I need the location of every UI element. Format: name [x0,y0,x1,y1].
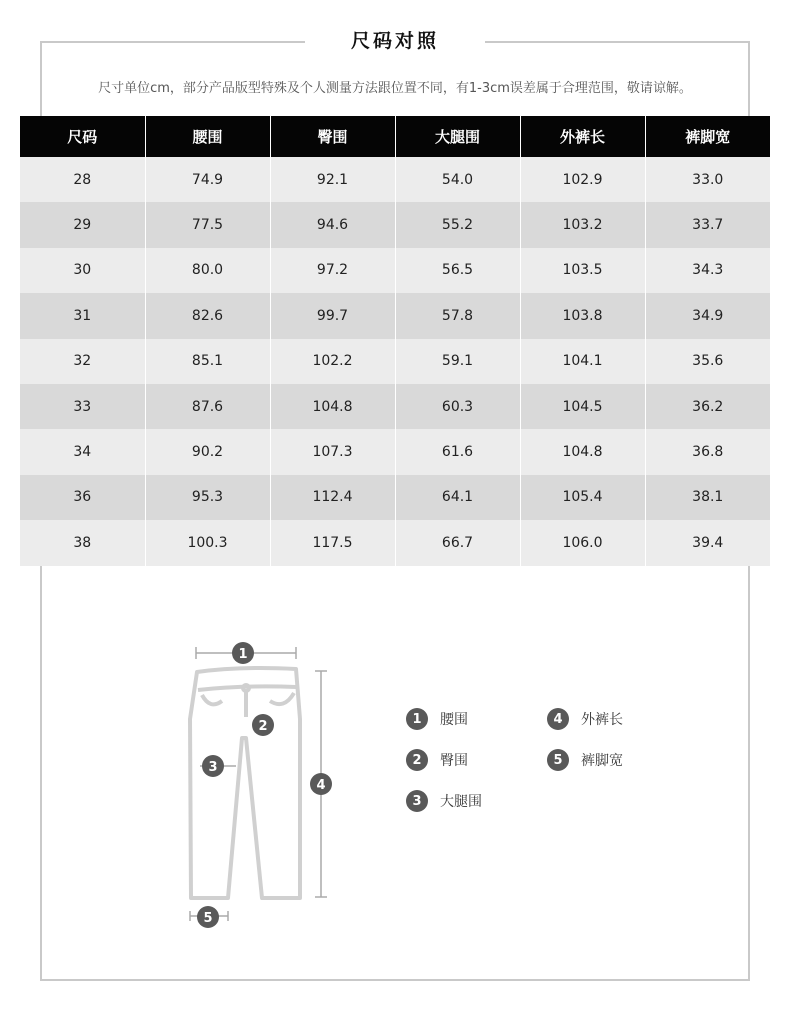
cell-waist: 80.0 [145,248,270,293]
size-note: 尺寸单位cm，部分产品版型特殊及个人测量方法跟位置不同，有1-3cm误差属于合理范围，敬请谅解。 [98,81,692,96]
cell-hip: 97.2 [270,248,395,293]
cell-thigh: 59.1 [395,339,520,384]
cell-leg-opening: 39.4 [645,520,770,565]
cell-thigh: 57.8 [395,293,520,338]
header-size: 尺码 [20,116,145,157]
cell-leg-opening: 34.3 [645,248,770,293]
table-header-row [20,116,770,157]
cell-size: 31 [20,293,145,338]
cell-waist: 77.5 [145,202,270,247]
header-outseam: 外裤长 [520,116,645,157]
legend-badge: 3 [406,790,428,812]
cell-leg-opening: 34.9 [645,293,770,338]
cell-hip: 92.1 [270,157,395,202]
svg-text:1: 1 [238,647,248,662]
pants-measurement-diagram [180,635,340,935]
marker-4 [310,773,332,795]
cell-thigh: 54.0 [395,157,520,202]
cell-waist: 82.6 [145,293,270,338]
legend-item-outseam [547,707,623,731]
legend-label: 臀围 [440,753,468,769]
legend-badge: 2 [406,749,428,771]
cell-hip: 112.4 [270,475,395,520]
cell-size: 30 [20,248,145,293]
cell-waist: 87.6 [145,384,270,429]
table-row [20,248,770,293]
cell-thigh: 61.6 [395,429,520,474]
cell-outseam: 105.4 [520,475,645,520]
legend-item-waist [406,707,468,731]
cell-leg-opening: 33.7 [645,202,770,247]
cell-thigh: 55.2 [395,202,520,247]
marker-3 [202,755,224,777]
cell-hip: 104.8 [270,384,395,429]
cell-hip: 102.2 [270,339,395,384]
cell-leg-opening: 36.2 [645,384,770,429]
legend-badge: 4 [547,708,569,730]
legend-label: 大腿围 [440,794,482,810]
table-row [20,157,770,202]
header-thigh: 大腿围 [395,116,520,157]
cell-waist: 100.3 [145,520,270,565]
svg-text:3: 3 [208,760,218,775]
cell-leg-opening: 33.0 [645,157,770,202]
cell-leg-opening: 35.6 [645,339,770,384]
cell-outseam: 103.8 [520,293,645,338]
cell-outseam: 103.5 [520,248,645,293]
svg-text:4: 4 [316,778,326,793]
cell-outseam: 102.9 [520,157,645,202]
table-row [20,202,770,247]
cell-outseam: 103.2 [520,202,645,247]
cell-hip: 107.3 [270,429,395,474]
cell-waist: 74.9 [145,157,270,202]
table-row [20,520,770,565]
cell-thigh: 64.1 [395,475,520,520]
cell-outseam: 104.1 [520,339,645,384]
header-waist: 腰围 [145,116,270,157]
cell-hip: 99.7 [270,293,395,338]
cell-waist: 90.2 [145,429,270,474]
legend-badge: 5 [547,749,569,771]
svg-text:2: 2 [258,719,268,734]
legend-item-hip [406,748,468,772]
marker-1 [232,642,254,664]
table-row [20,293,770,338]
cell-size: 38 [20,520,145,565]
header-leg-opening: 裤脚宽 [645,116,770,157]
cell-size: 34 [20,429,145,474]
legend-label: 外裤长 [581,712,623,728]
page-title: 尺码对照 [350,30,439,52]
table-row [20,475,770,520]
cell-size: 36 [20,475,145,520]
legend-item-thigh [406,789,482,813]
cell-waist: 85.1 [145,339,270,384]
marker-5 [197,906,219,928]
legend-badge: 1 [406,708,428,730]
svg-text:5: 5 [203,911,213,926]
legend-item-leg-opening [547,748,623,772]
cell-hip: 117.5 [270,520,395,565]
cell-thigh: 56.5 [395,248,520,293]
cell-waist: 95.3 [145,475,270,520]
cell-leg-opening: 36.8 [645,429,770,474]
cell-size: 28 [20,157,145,202]
table-row [20,339,770,384]
pants-outline-icon [190,668,300,898]
measurement-legend [406,705,666,815]
cell-outseam: 104.5 [520,384,645,429]
header-hip: 臀围 [270,116,395,157]
legend-label: 腰围 [440,712,468,728]
cell-leg-opening: 38.1 [645,475,770,520]
cell-outseam: 104.8 [520,429,645,474]
cell-outseam: 106.0 [520,520,645,565]
cell-hip: 94.6 [270,202,395,247]
cell-size: 29 [20,202,145,247]
table-row [20,429,770,474]
cell-thigh: 66.7 [395,520,520,565]
cell-thigh: 60.3 [395,384,520,429]
table-row [20,384,770,429]
marker-2 [252,714,274,736]
cell-size: 32 [20,339,145,384]
legend-label: 裤脚宽 [581,753,623,769]
size-table [20,116,770,566]
cell-size: 33 [20,384,145,429]
